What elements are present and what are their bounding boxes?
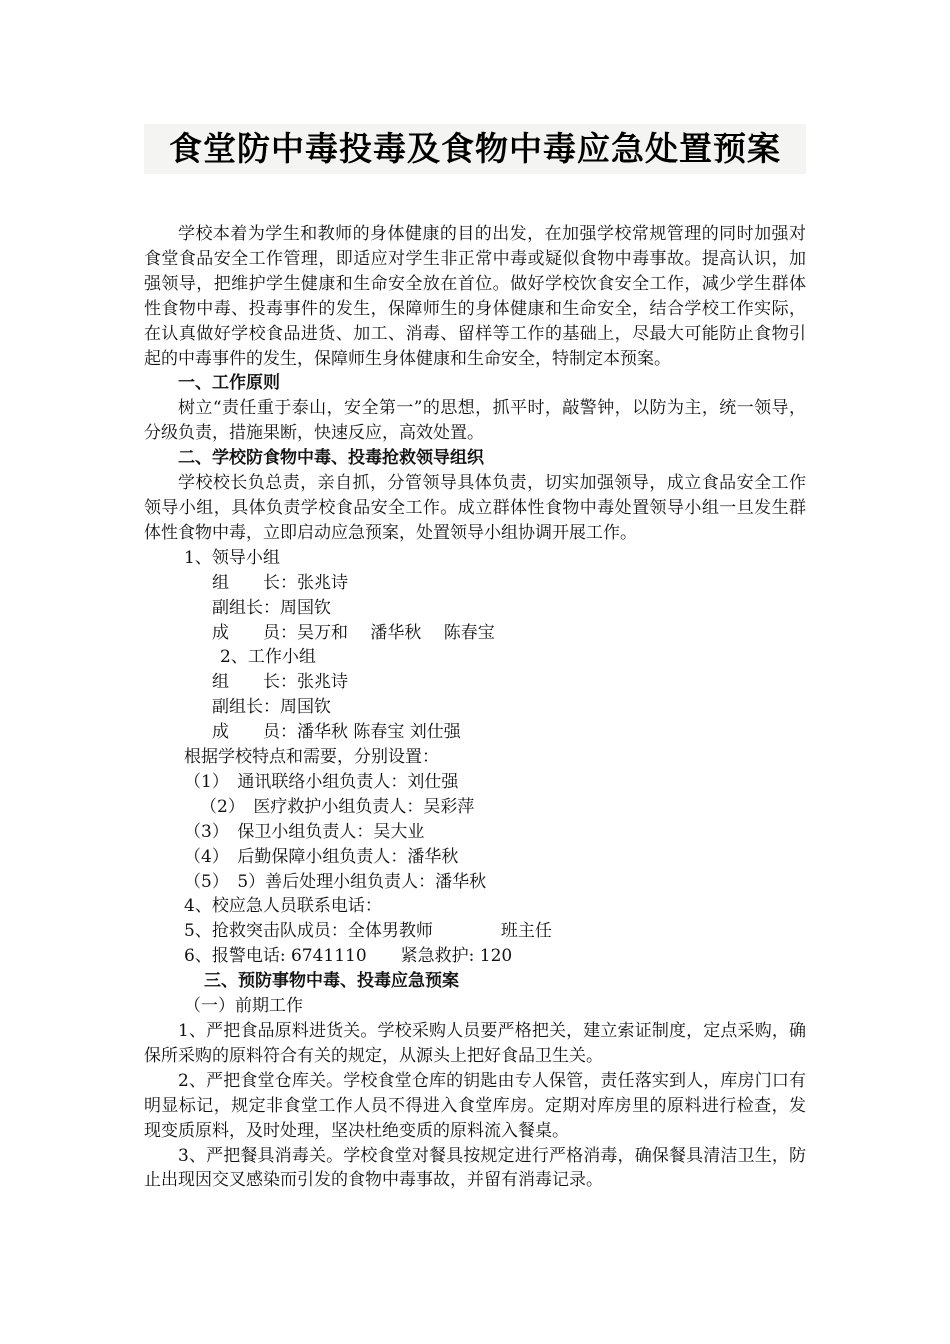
section1-text: 树立“责任重于泰山，安全第一”的思想，抓平时，敲警钟，以防为主，统一领导，分级负责，措施果断，快速反应，高效处置。 (144, 398, 806, 444)
intro-paragraph: 学校本着为学生和教师的身体健康的目的出发，在加强学校常规管理的同时加强对食堂食品安全工作管理，即适应对学生非正常中毒或疑似食物中毒事故。提高认识，加强领导，把维护学生健康和生命安全放在首位。做好学校饮食安全工作，减少学生群体性食物中毒、投毒事件的发生，保障师生的身体健康和生命安全，结合学校工作实际，在认真做好学校食品进货、加工、消毒、留样等工作的基础上，尽最大可能防止食物引起的中毒事件的发生，保障师生身体健康和生命安全，特制定本预案。 (144, 224, 806, 369)
subgroup-1: （1） 通讯联络小组负责人：刘仕强 (184, 771, 459, 792)
section2-heading: 二、学校防食物中毒、投毒抢救领导组织 (178, 448, 484, 469)
group2-title: 2、工作小组 (220, 647, 316, 668)
section3-paragraph-3: 3、严把餐具消毒关。学校食堂对餐具按规定进行严格消毒，确保餐具清洁卫生，防止出现因交叉感染而引发的食物中毒事故，并留有消毒记录。 (144, 1145, 806, 1191)
section3-paragraph-1: 1、严把食品原料进货关。学校采购人员要严格把关，建立索证制度，定点采购，确保所采购的原料符合有关的规定，从源头上把好食品卫生关。 (144, 1021, 806, 1066)
section3-heading: 三、预防事物中毒、投毒应急预案 (204, 971, 459, 992)
group1-leader: 组 长：张兆诗 (212, 572, 348, 593)
section3-paragraph-2: 2、严把食堂仓库关。学校食堂仓库的钥匙由专人保管，责任落实到人，库房门口有明显标记，规定非食堂工作人员不得进入食堂库房。定期对库房里的原料进行检查，发现变质原料，及时处理，坚决杜绝变质的原料流入餐桌。 (144, 1070, 806, 1141)
item-contact-phone: 4、校应急人员联系电话： (184, 896, 382, 917)
subgroup-5: （5） 5）善后处理小组负责人：潘华秋 (184, 871, 487, 892)
section2-text: 学校校长负总责，亲自抓，分管领导具体负责，切实加强领导，成立食品安全工作领导小组，具体负责学校食品安全工作。成立群体性食物中毒处置领导小组一旦发生群体性食物中毒，立即启动应急预案，处置领导小组协调开展工作。 (144, 473, 806, 543)
document-body (144, 222, 806, 1193)
group2-members: 成 员：潘华秋 陈春宝 刘仕强 (212, 722, 461, 743)
subgroup-3: （3） 保卫小组负责人：吴大业 (184, 821, 425, 842)
item-rescue-team: 5、抢救突击队成员：全体男教师 班主任 (184, 921, 552, 942)
subgroup-2: （2） 医疗救护小组负责人：吴彩萍 (200, 796, 475, 817)
group1-title: 1、领导小组 (184, 547, 280, 568)
group2-leader: 组 长：张兆诗 (212, 672, 348, 693)
subgroup-4: （4） 后勤保障小组负责人：潘华秋 (184, 846, 459, 867)
section1-heading: 一、工作原则 (178, 373, 280, 394)
group1-deputy: 副组长：周国钦 (212, 597, 331, 618)
group1-members: 成 员：吴万和 潘华秋 陈春宝 (212, 622, 495, 643)
item-emergency-phone: 6、报警电话: 6741110 紧急救护: 120 (184, 946, 513, 967)
setup-intro: 根据学校特点和需要，分别设置： (184, 747, 439, 768)
section3-subheading: （一）前期工作 (184, 996, 303, 1017)
document-title: 食堂防中毒投毒及食物中毒应急处置预案 (169, 129, 781, 168)
group2-deputy: 副组长：周国钦 (212, 697, 331, 718)
